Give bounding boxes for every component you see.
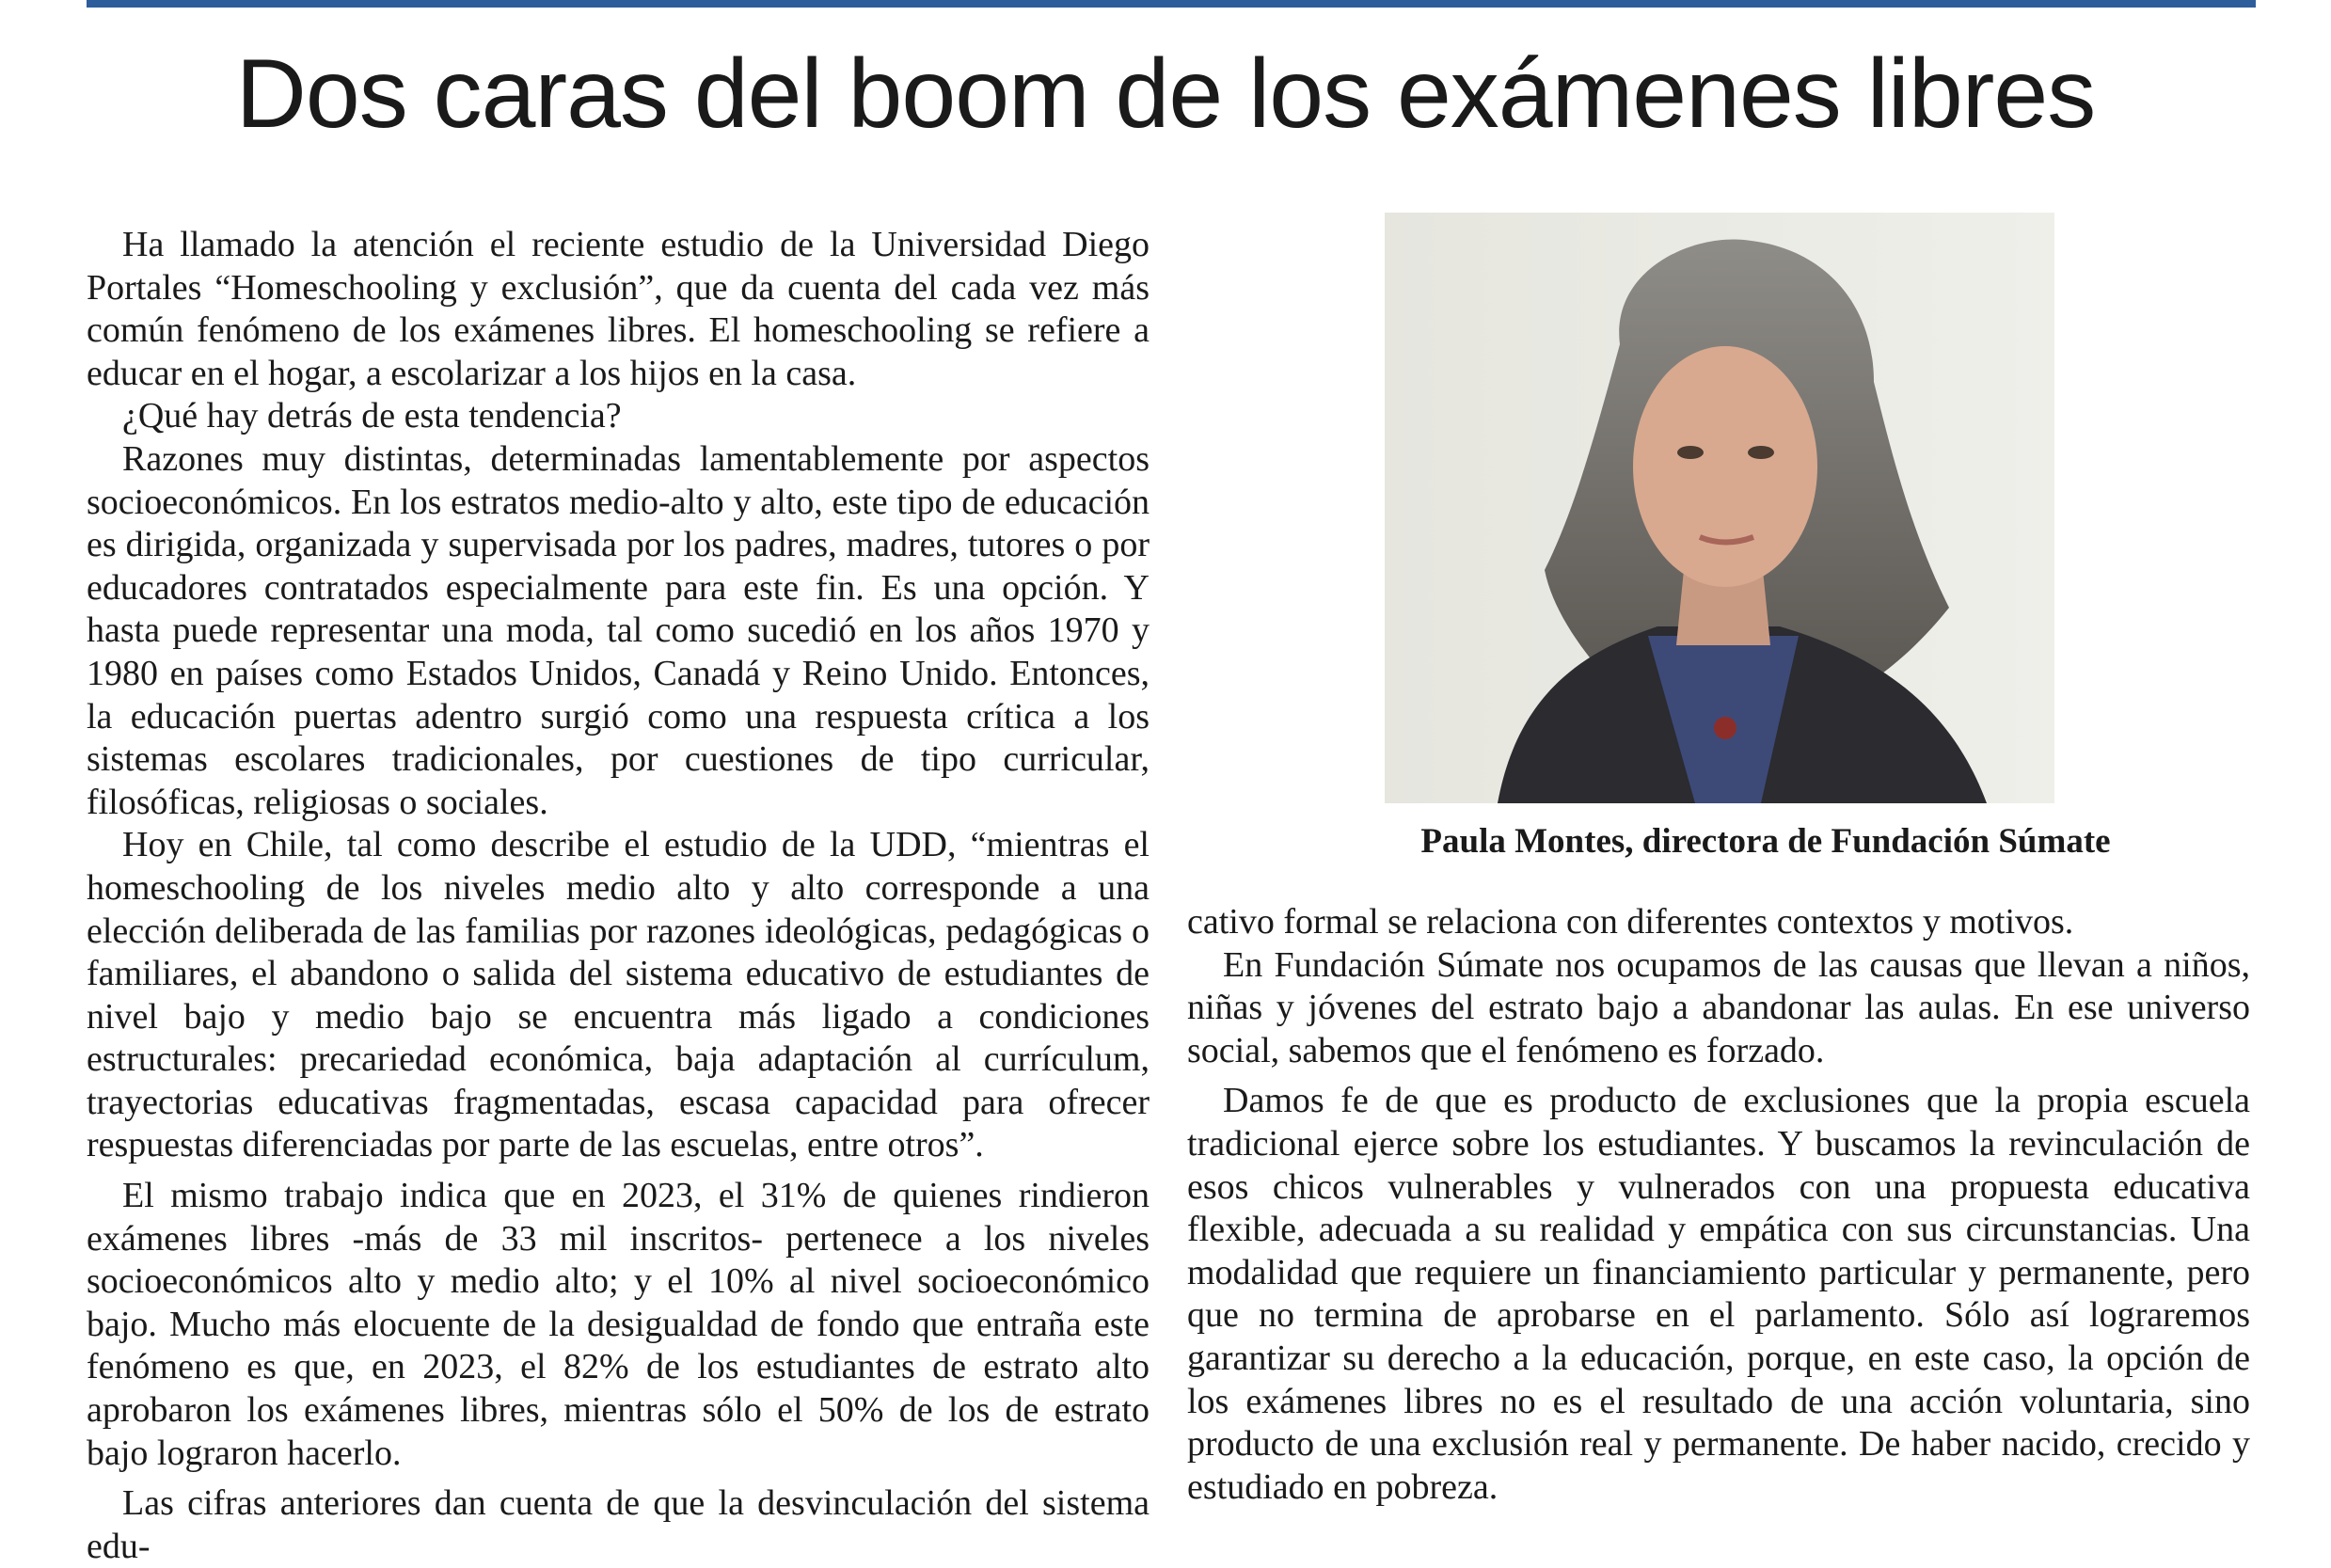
left-column	[87, 224, 1150, 1568]
right-column	[1187, 901, 2250, 1509]
portrait-photo-illustration	[1385, 213, 2054, 803]
photo-caption: Paula Montes, directora de Fundación Súmate	[1420, 822, 2111, 861]
paragraph: Damos fe de que es producto de exclusiones que la propia escuela tradicional ejerce sobre los estudiantes. Y buscamos la revinculación de esos chicos vulnerables y vulnerados con una propuesta educativa flexible, adecuada a su realidad y empática con sus circunstancias. Una modalidad que requiere un financiamiento particular y permanente, pero que no termina de aprobarse en el parlamento. Sólo así lograremos garantizar su derecho a la educación, porque, en este caso, la opción de los exámenes libres no es el resultado de una acción voluntaria, sino producto de una exclusión real y permanente. De haber nacido, crecido y estudiado en pobreza.	[1187, 1081, 2250, 1507]
portrait-photo	[1385, 213, 2054, 803]
paragraph: Hoy en Chile, tal como describe el estudio de la UDD, “mientras el homeschooling de los niveles medio alto y alto corresponde a una elección deliberada de las familias por razones ideológicas, pedagógicas o familiares, el abandono o salida del sistema educativo de estudiantes de nivel bajo y medio bajo se encuentra más ligado a condiciones estructurales: precariedad económica, baja adaptación al currículum, trayectorias educativas fragmentadas, escasa capacidad para ofrecer respuestas diferenciadas por parte de las escuelas, entre otros”.	[87, 825, 1150, 1165]
paragraph: En Fundación Súmate nos ocupamos de las causas que llevan a niños, niñas y jóvenes del estrato bajo a abandonar las aulas. En ese universo social, sabemos que el fenómeno es forzado.	[1187, 944, 2250, 1070]
paragraph: Ha llamado la atención el reciente estudio de la Universidad Diego Portales “Homeschooling y exclusión”, que da cuenta del cada vez más común fenómeno de los exámenes libres. El homeschooling se refiere a educar en el hogar, a escolarizar a los hijos en la casa.	[87, 225, 1150, 393]
paragraph: El mismo trabajo indica que en 2023, el 31% de quienes rindieron exámenes libres -más de 33 mil inscritos- pertenece a los niveles socioeconómicos alto y medio alto; y el 10% al nivel socioeconómico bajo. Mucho más elocuente de la desigualdad de fondo que entraña este fenómeno es que, en 2023, el 82% de los estudiantes de estrato alto aprobaron los exámenes libres, mientras sólo el 50% de los de estrato bajo lograron hacerlo.	[87, 1176, 1150, 1473]
paragraph: ¿Qué hay detrás de esta tendencia?	[122, 396, 622, 436]
top-rule	[87, 0, 2256, 8]
paragraph: Las cifras anteriores dan cuenta de que la desvinculación del sistema edu-	[87, 1483, 1150, 1566]
headline: Dos caras del boom de los exámenes libres	[235, 40, 2096, 149]
paragraph: Razones muy distintas, determinadas lamentablemente por aspectos socioeconómicos. En los estratos medio-alto y alto, este tipo de educación es dirigida, organizada y supervisada por los padres, madres, tutores o por educadores contratados especialmente para este fin. Es una opción. Y hasta puede representar una moda, tal como sucedió en los años 1970 y 1980 en países como Estados Unidos, Canadá y Reino Unido. Entonces, la educación puertas adentro surgió como una respuesta crítica a los sistemas escolares tradicionales, por cuestiones de tipo curricular, filosóficas, religiosas o sociales.	[87, 438, 1150, 822]
paragraph: cativo formal se relaciona con diferentes contextos y motivos.	[1187, 902, 2074, 942]
